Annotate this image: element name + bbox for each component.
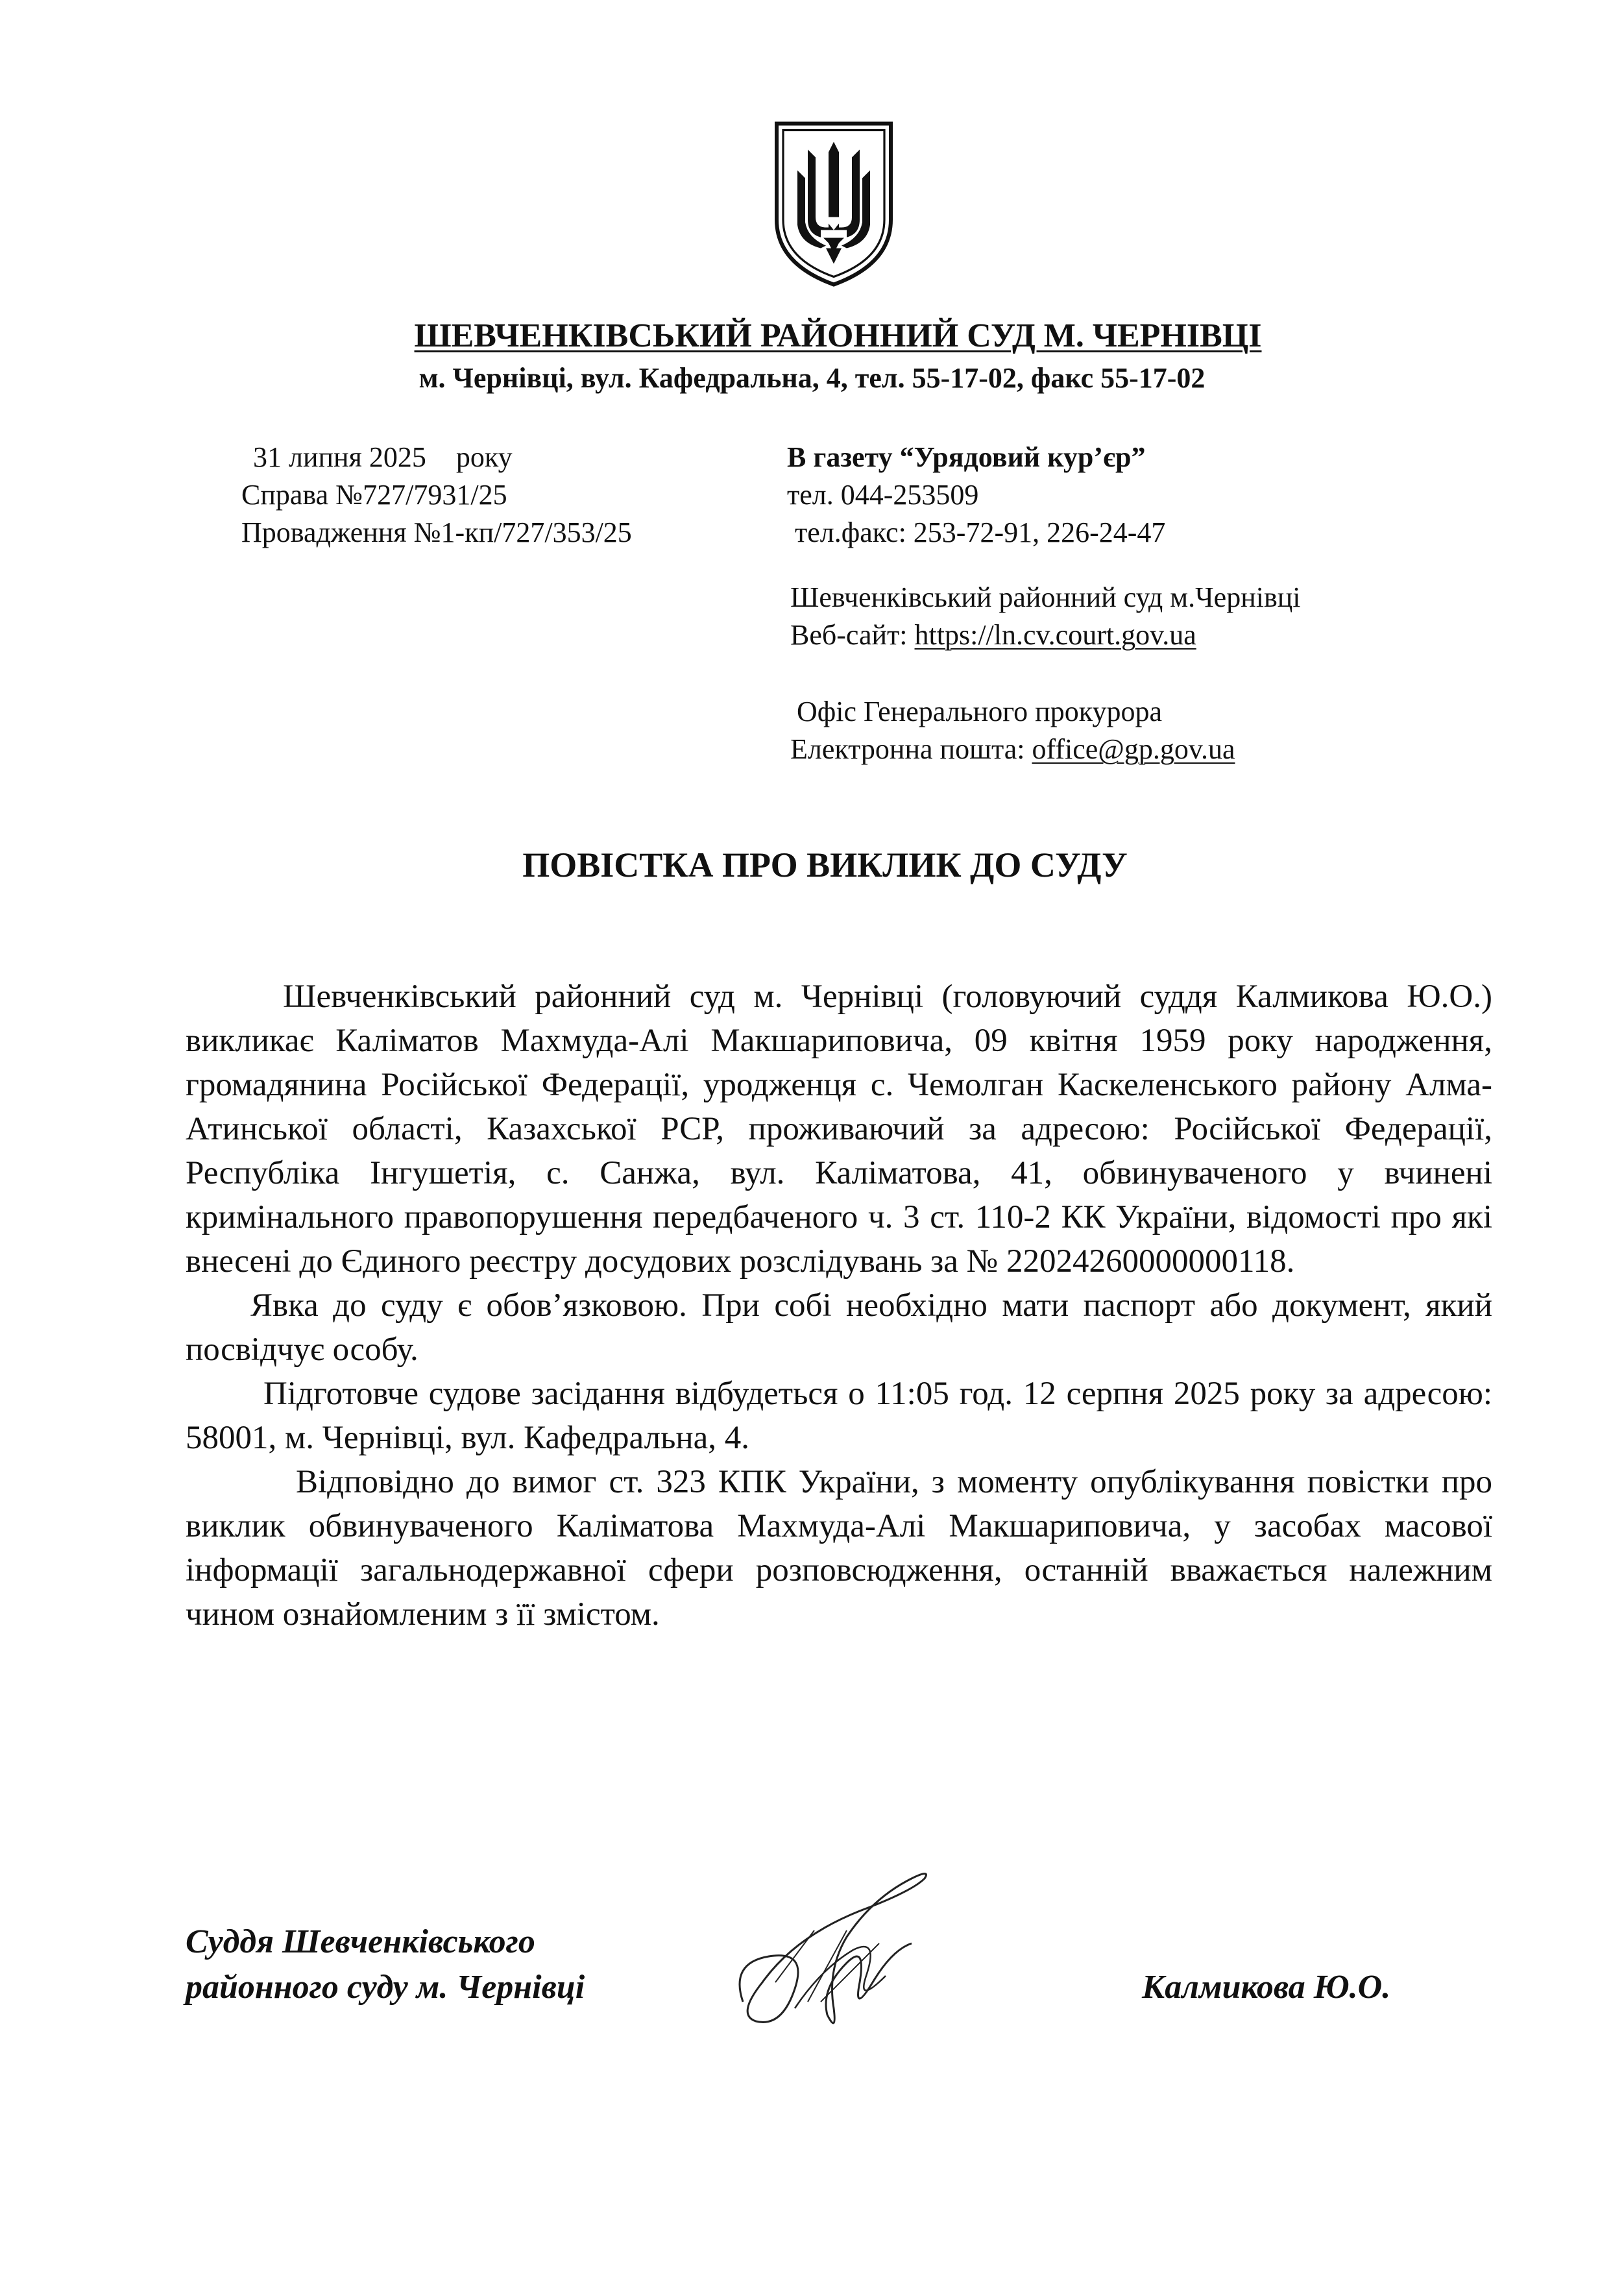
body-paragraph-attendance: Явка до суду є обов’язковою. При собі необхідно мати паспорт або документ, який посвідчує особу. xyxy=(186,1287,1492,1368)
body-paragraph-summons: Шевченківський районний суд м. Чернівці (головуючий суддя Калмикова Ю.О.) викликає Каліматов Махмуда-Алі Макшариповича, 09 квітня 1959 року народження, громадянина Російської Федерації, уродженця с. Чемолган Каскеленського району Алма-Атинської області, Казахської РСР, проживаючий за адресою: Російської Федерації, Республіка Інгушетія, с. Санжа, вул. Каліматова, 41, обвинуваченого у вчинені кримінального правопорушення передбаченого ч. 3 ст. 110-2 КК України, відомості про які внесені до Єдиного реєстру досудових розслідувань за № 22024260000000118. xyxy=(186,979,1492,1280)
proceeding-number: Провадження №1-кп/727/353/25 xyxy=(241,517,632,548)
recipient-block xyxy=(787,439,1165,552)
court-address: м. Чернівці, вул. Кафедральна, 4, тел. 55-17-02, факс 55-17-02 xyxy=(418,362,1206,394)
court-site-line: Веб-сайт: https://ln.cv.court.gov.ua xyxy=(790,619,1196,651)
recipient-phone-fax: тел.факс: 253-72-91, 226-24-47 xyxy=(795,517,1166,548)
body-paragraph-hearing: Підготовче судове засідання відбудеться о 11:05 год. 12 серпня 2025 року за адресою: 58001, м. Чернівці, вул. Кафедральна, 4. xyxy=(186,1376,1492,1456)
court-site-block xyxy=(790,579,1301,654)
document-body xyxy=(186,975,1492,1636)
recipient-newspaper: В газету “Урядовий кур’єр” xyxy=(787,441,1146,473)
signer-name: Калмикова Ю.О. xyxy=(1142,1969,1391,2006)
prosecutor-office-block xyxy=(790,693,1235,768)
document-title: ПОВІСТКА ПРО ВИКЛИК ДО СУДУ xyxy=(522,845,1128,884)
prosecutor-email-link[interactable]: office@gp.gov.ua xyxy=(1032,733,1235,765)
court-name: ШЕВЧЕНКІВСЬКИЙ РАЙОННИЙ СУД М. ЧЕРНІВЦІ xyxy=(414,317,1262,354)
signer-position: Суддя Шевченківського районного суду м. Чернівці xyxy=(186,1923,585,2006)
prosecutor-office-name: Офіс Генерального прокурора xyxy=(797,696,1162,727)
recipient-phone: тел. 044-253509 xyxy=(787,479,979,511)
court-website-link[interactable]: https://ln.cv.court.gov.ua xyxy=(914,619,1196,651)
case-details xyxy=(241,439,632,552)
coat-of-arms-icon xyxy=(769,118,899,290)
prosecutor-email-line: Електронна пошта: office@gp.gov.ua xyxy=(790,733,1235,765)
letter-date: 31 липня 2025 року xyxy=(253,441,513,473)
court-site-name: Шевченківський районний суд м.Чернівці xyxy=(790,581,1301,613)
handwritten-signature xyxy=(717,1853,951,2060)
body-paragraph-publication: Відповідно до вимог ст. 323 КПК України, з моменту опублікування повістки про виклик обвинуваченого Каліматова Махмуда-Алі Макшариповича, у засобах масової інформації загальнодержавної сфери розповсюдження, останній вважається належним чином ознайомленим з її змістом. xyxy=(186,1464,1492,1633)
case-number: Справа №727/7931/25 xyxy=(241,479,507,511)
